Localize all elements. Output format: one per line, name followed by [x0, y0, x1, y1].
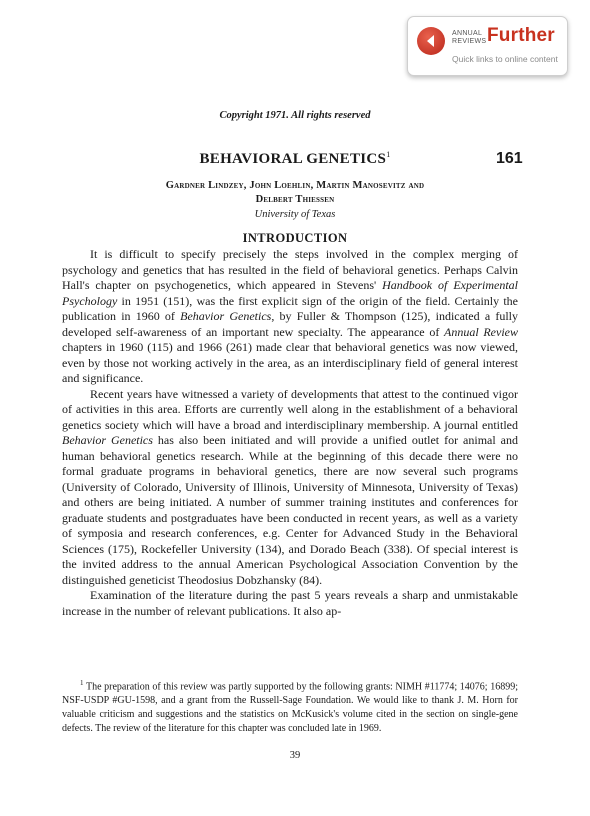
body-text	[62, 247, 518, 619]
paragraph-3: Examination of the literature during the past 5 years reveals a sharp and unmistakable increase in the number of relevant publications. It also ap-	[62, 588, 518, 618]
badge-reviews-label: REVIEWS	[452, 38, 487, 45]
play-icon	[417, 27, 445, 55]
ref-title: Behavior Genetics	[180, 309, 272, 323]
footnote	[62, 677, 518, 736]
affiliation: University of Texas	[254, 209, 336, 220]
authors-line-2: Delbert Thiessen	[255, 194, 335, 205]
paragraph-2: Recent years have witnessed a variety of developments that attest to the continued vigor of activities in this area. Efforts are currently well along in the establishment of a behavioral genetics society which will have a broad and interdisciplinary membership. A journal entitled Behavior Genetics has also been initiated and will provide a unified outlet for animal and human behavioral genetics research. While at the beginning of this decade there were no formal graduate programs in behavioral genetics, there are now several such programs (University of Colorado, University of Illinois, University of Minnesota, University of Texas) and others are being initiated. A number of summer training institutes and conferences for graduate students and postgraduates have been conducted in recent years, as well as a variety of symposia and research conferences, e.g. Center for Advanced Study in the Behavioral Sciences (175), Rockefeller University (134), and Dorado Beach (338). Of special interest is the invited address to the annual American Psychological Association Convention by the distinguished geneticist Theodosius Dobzhansky (84).	[62, 386, 518, 587]
section-heading: INTRODUCTION	[242, 231, 348, 245]
badge-further-label: Further	[487, 25, 555, 46]
badge-annual-label: ANNUAL	[452, 30, 483, 37]
badge-brand	[452, 30, 486, 46]
paragraph-1: It is difficult to specify precisely the steps involved in the complex merging of psychology and genetics that has resulted in the field of behavioral genetics. Perhaps Calvin Hall's chapter on psychogenetics, which appeared in Stevens' Handbook of Experimental Psychology in 1951 (151), was the first explicit sign of the origin of the field. Certainly the publication in 1960 of Behavior Genetics, by Fuller & Thompson (125), indicated a fully developed self-awareness of an important new specialty. The appearance of Annual Review chapters in 1960 (115) and 1966 (261) made clear that behavioral genetics was now viewed, even by those not working actively in the area, as an interdisciplinary field of general interest and significance.	[62, 247, 519, 385]
folio: 39	[289, 750, 301, 761]
title-footnote-mark: 1	[386, 150, 391, 159]
page-number: 161	[496, 150, 523, 167]
ref-title: Handbook of Experimental Psychology	[62, 278, 518, 308]
further-badge[interactable]	[407, 16, 568, 76]
footnote-text: The preparation of this review was partly supported by the following grants: NIMH #11774; 14076; 16899; NSF-USDP #GU-1598, and a grant from the Russell-Sage Foundation. We would like to thank J. M. Horn for valuable criticism and suggestions and the statistics on McKusick's volume cited in the section on single-gene defects. The review of the literature for this chapter was concluded late in 1969.	[62, 681, 518, 734]
badge-subtitle: Quick links to online content	[452, 54, 558, 64]
ref-title: Behavior Genetics	[62, 433, 153, 447]
ref-title: Annual Review	[444, 324, 518, 339]
title-text: BEHAVIORAL GENETICS	[199, 151, 387, 167]
authors	[0, 179, 590, 207]
copyright-line: Copyright 1971. All rights reserved	[219, 110, 371, 121]
footnote-mark: 1	[80, 679, 84, 687]
authors-line-1: Gardner Lindzey, John Loehlin, Martin Manosevitz and	[165, 180, 425, 191]
